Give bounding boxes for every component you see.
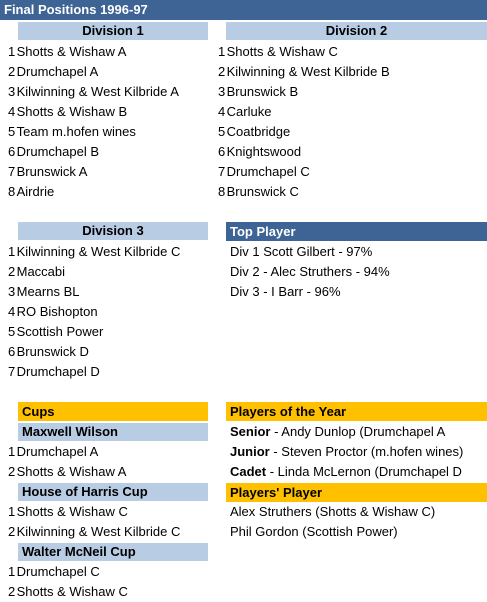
list-item: 7 Drumchapel D xyxy=(8,364,100,379)
list-item: 1 Drumchapel C xyxy=(8,564,100,579)
list-item: 3 Kilwinning & West Kilbride A xyxy=(8,84,179,99)
page-title: Final Positions 1996-97 xyxy=(0,0,487,20)
list-item: Phil Gordon (Scottish Power) xyxy=(230,524,398,539)
junior-award: Junior - Steven Proctor (m.hofen wines) xyxy=(230,444,464,459)
list-item: 1 Shotts & Wishaw A xyxy=(8,44,127,59)
list-item: 4 Carluke xyxy=(218,104,272,119)
list-item: 8 Airdrie xyxy=(8,184,55,199)
list-item: 6 Brunswick D xyxy=(8,344,89,359)
list-item: Div 3 - I Barr - 96% xyxy=(230,284,341,299)
division-1-header: Division 1 xyxy=(18,22,208,40)
senior-award: Senior - Andy Dunlop (Drumchapel A xyxy=(230,424,446,439)
list-item: 1 Kilwinning & West Kilbride C xyxy=(8,244,181,259)
division-2-header: Division 2 xyxy=(226,22,487,40)
list-item: 1 Shotts & Wishaw C xyxy=(218,44,338,59)
list-item: 5 Scottish Power xyxy=(8,324,104,339)
list-item: 1 Drumchapel A xyxy=(8,444,99,459)
list-item: 7 Brunswick A xyxy=(8,164,88,179)
list-item: 2 Shotts & Wishaw C xyxy=(8,584,128,599)
list-item: 2 Kilwinning & West Kilbride C xyxy=(8,524,181,539)
walter-mcneil-header: Walter McNeil Cup xyxy=(18,543,208,561)
list-item: Div 1 Scott Gilbert - 97% xyxy=(230,244,373,259)
list-item: 3 Mearns BL xyxy=(8,284,80,299)
list-item: 6 Drumchapel B xyxy=(8,144,99,159)
list-item: 2 Drumchapel A xyxy=(8,64,99,79)
maxwell-wilson-header: Maxwell Wilson xyxy=(18,423,208,441)
list-item: 3 Brunswick B xyxy=(218,84,299,99)
division-3-header: Division 3 xyxy=(18,222,208,240)
list-item: Alex Struthers (Shotts & Wishaw C) xyxy=(230,504,436,519)
list-item: 8 Brunswick C xyxy=(218,184,299,199)
list-item: 2 Shotts & Wishaw A xyxy=(8,464,127,479)
list-item: 2 Kilwinning & West Kilbride B xyxy=(218,64,390,79)
top-player-header: Top Player xyxy=(226,222,487,241)
list-item: 4 Shotts & Wishaw B xyxy=(8,104,128,119)
cups-header: Cups xyxy=(18,402,208,421)
list-item: 6 Knightswood xyxy=(218,144,302,159)
players-of-the-year-header: Players of the Year xyxy=(226,402,487,421)
list-item: 1 Shotts & Wishaw C xyxy=(8,504,128,519)
list-item: 4 RO Bishopton xyxy=(8,304,98,319)
list-item: 7 Drumchapel C xyxy=(218,164,310,179)
list-item: Div 2 - Alec Struthers - 94% xyxy=(230,264,390,279)
list-item: 5 Team m.hofen wines xyxy=(8,124,136,139)
house-of-harris-header: House of Harris Cup xyxy=(18,483,208,501)
list-item: 5 Coatbridge xyxy=(218,124,291,139)
players-player-header: Players' Player xyxy=(226,483,487,502)
list-item: 2 Maccabi xyxy=(8,264,66,279)
cadet-award: Cadet - Linda McLernon (Drumchapel D xyxy=(230,464,462,479)
